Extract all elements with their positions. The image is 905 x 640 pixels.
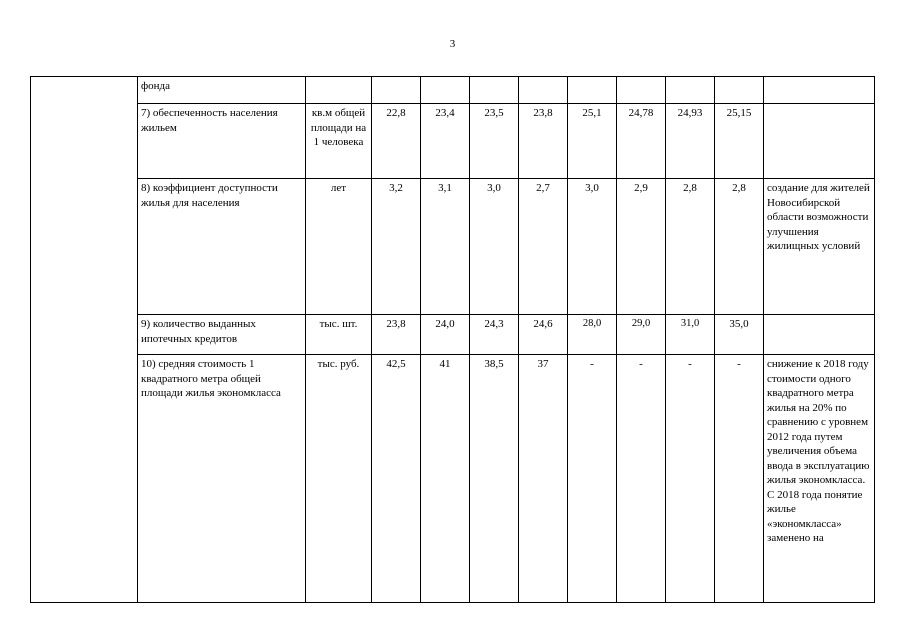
value-cell: 2,7 <box>519 179 568 315</box>
value-cell: - <box>568 355 617 603</box>
value-cell: 24,6 <box>519 315 568 355</box>
value-cell <box>715 77 764 104</box>
value-cell: 31,0 <box>666 315 715 355</box>
table-row <box>31 104 875 179</box>
note-cell <box>764 315 875 355</box>
value-cell: 2,9 <box>617 179 666 315</box>
value-cell <box>666 77 715 104</box>
value-cell: 29,0 <box>617 315 666 355</box>
value-cell <box>372 77 421 104</box>
unit-cell: тыс. шт. <box>306 315 372 355</box>
value-cell: 25,1 <box>568 104 617 179</box>
value-cell: 22,8 <box>372 104 421 179</box>
value-cell: 42,5 <box>372 355 421 603</box>
note-cell: снижение к 2018 году стоимости одного квадратного метра жилья на 20% по сравнению с уровнем 2012 года путем увеличения объема ввода в эксплуатацию жилья экономкласса. С 2018 года понятие жилье «экономкласса» заменено на <box>764 355 875 603</box>
indicator-cell: 8) коэффициент доступности жилья для населения <box>138 179 306 315</box>
unit-cell: тыс. руб. <box>306 355 372 603</box>
unit-cell: лет <box>306 179 372 315</box>
value-cell: 41 <box>421 355 470 603</box>
indicator-cell: 9) количество выданных ипотечных кредитов <box>138 315 306 355</box>
indicators-table <box>30 76 875 603</box>
blank-column-cell <box>31 77 138 603</box>
value-cell: 25,15 <box>715 104 764 179</box>
value-cell <box>470 77 519 104</box>
value-cell <box>617 77 666 104</box>
value-cell: 24,3 <box>470 315 519 355</box>
value-cell: 28,0 <box>568 315 617 355</box>
value-cell: 3,0 <box>568 179 617 315</box>
unit-cell <box>306 77 372 104</box>
value-cell: 38,5 <box>470 355 519 603</box>
value-cell: - <box>715 355 764 603</box>
value-cell: 24,78 <box>617 104 666 179</box>
indicator-cell: фонда <box>138 77 306 104</box>
value-cell: - <box>666 355 715 603</box>
value-cell: 24,0 <box>421 315 470 355</box>
value-cell <box>421 77 470 104</box>
table-row <box>31 179 875 315</box>
note-cell <box>764 77 875 104</box>
value-cell: 2,8 <box>666 179 715 315</box>
note-cell: создание для жителей Новосибирской области возможности улучшения жилищных условий <box>764 179 875 315</box>
indicator-cell: 10) средняя стоимость 1 квадратного метра общей площади жилья экономкласса <box>138 355 306 603</box>
page-number: 3 <box>449 38 456 50</box>
value-cell <box>519 77 568 104</box>
note-cell <box>764 104 875 179</box>
value-cell: 23,8 <box>519 104 568 179</box>
table-row <box>31 77 875 104</box>
value-cell: 23,4 <box>421 104 470 179</box>
value-cell: 3,1 <box>421 179 470 315</box>
value-cell: - <box>617 355 666 603</box>
value-cell: 35,0 <box>715 315 764 355</box>
unit-cell: кв.м общей площади на 1 человека <box>306 104 372 179</box>
indicator-cell: 7) обеспеченность населения жильем <box>138 104 306 179</box>
value-cell: 37 <box>519 355 568 603</box>
value-cell: 23,5 <box>470 104 519 179</box>
value-cell: 3,2 <box>372 179 421 315</box>
value-cell <box>568 77 617 104</box>
table-row <box>31 355 875 603</box>
value-cell: 23,8 <box>372 315 421 355</box>
value-cell: 2,8 <box>715 179 764 315</box>
table-row <box>31 315 875 355</box>
value-cell: 3,0 <box>470 179 519 315</box>
value-cell: 24,93 <box>666 104 715 179</box>
